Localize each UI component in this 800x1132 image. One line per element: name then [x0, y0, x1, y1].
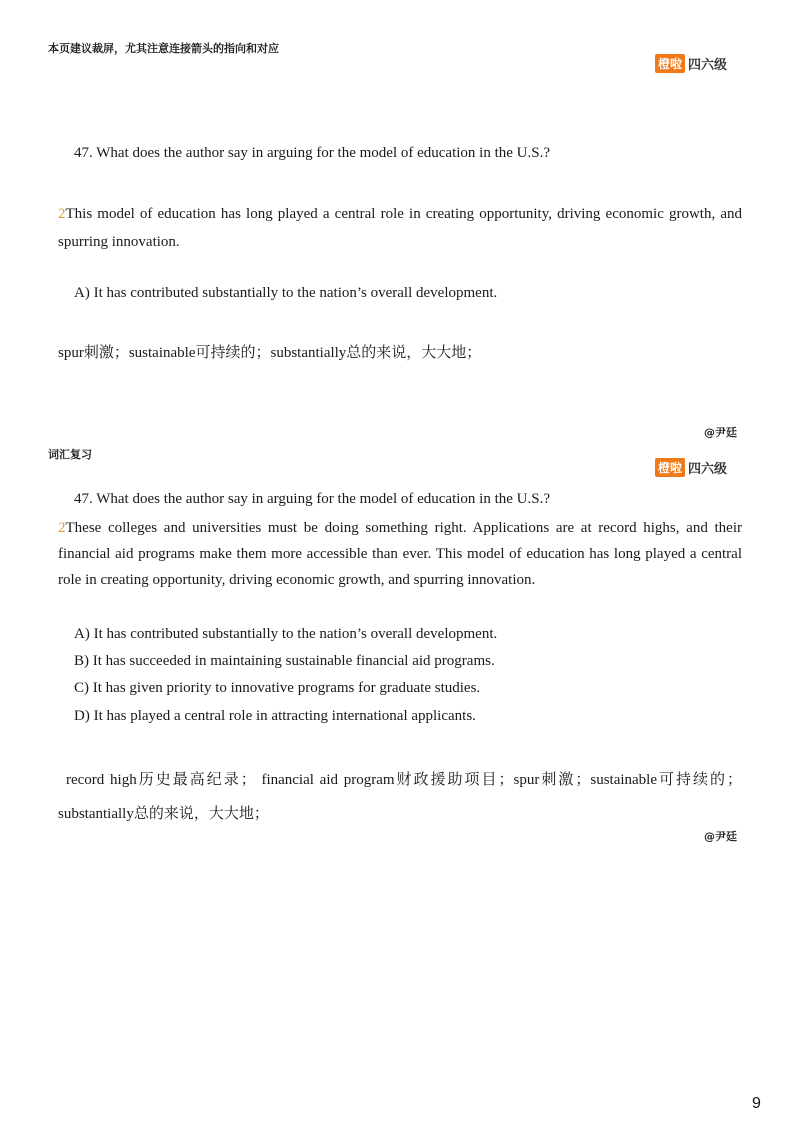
- brand-box: 橙啦: [655, 458, 685, 477]
- brand-logo: [655, 458, 727, 477]
- answer-option: A) It has contributed substantially to the nation’s overall development.: [74, 285, 498, 301]
- brand-text: 四六级: [688, 462, 728, 477]
- option-a: A) It has contributed substantially to the nation’s overall development.: [74, 626, 498, 642]
- section-label: 词汇复习: [48, 448, 92, 461]
- brand-box: 橙啦: [655, 54, 685, 73]
- question-text: 47. What does the author say in arguing for the model of education in the U.S.?: [74, 145, 551, 161]
- author-signature: @尹廷: [704, 426, 737, 439]
- paragraph-marker: 2: [58, 206, 66, 222]
- passage-body: This model of education has long played a central role in creating opportunity, driving economic growth, and spurring innovation.: [58, 206, 742, 250]
- passage-text: [58, 515, 742, 593]
- vocabulary-list: record high历史最高纪录； financial aid program财政援助项目；spur刺激；sustainable可持续的；substantially总的来说，大大地；: [58, 772, 742, 822]
- vocabulary-list: spur刺激；sustainable可持续的；substantially总的来说，大大地；: [58, 345, 482, 361]
- question-text: 47. What does the author say in arguing for the model of education in the U.S.?: [74, 491, 551, 507]
- page-number: 9: [752, 1095, 761, 1112]
- passage-text: [58, 200, 742, 256]
- passage-body: These colleges and universities must be doing something right. Applications are at record highs, and their financial aid programs make them more accessible than ever. This model of education has long played a central role in creating opportunity, driving economic growth, and spurring innovation.: [58, 520, 742, 588]
- option-c: C) It has given priority to innovative programs for graduate studies.: [74, 680, 481, 696]
- option-b: B) It has succeeded in maintaining sustainable financial aid programs.: [74, 653, 495, 669]
- author-signature: @尹廷: [704, 830, 737, 843]
- option-d: D) It has played a central role in attracting international applicants.: [74, 708, 476, 724]
- paragraph-marker: 2: [58, 520, 66, 536]
- cropping-note: 本页建议裁屏，尤其注意连接箭头的指向和对应: [48, 42, 279, 55]
- brand-text: 四六级: [688, 58, 728, 73]
- brand-logo: [655, 54, 727, 73]
